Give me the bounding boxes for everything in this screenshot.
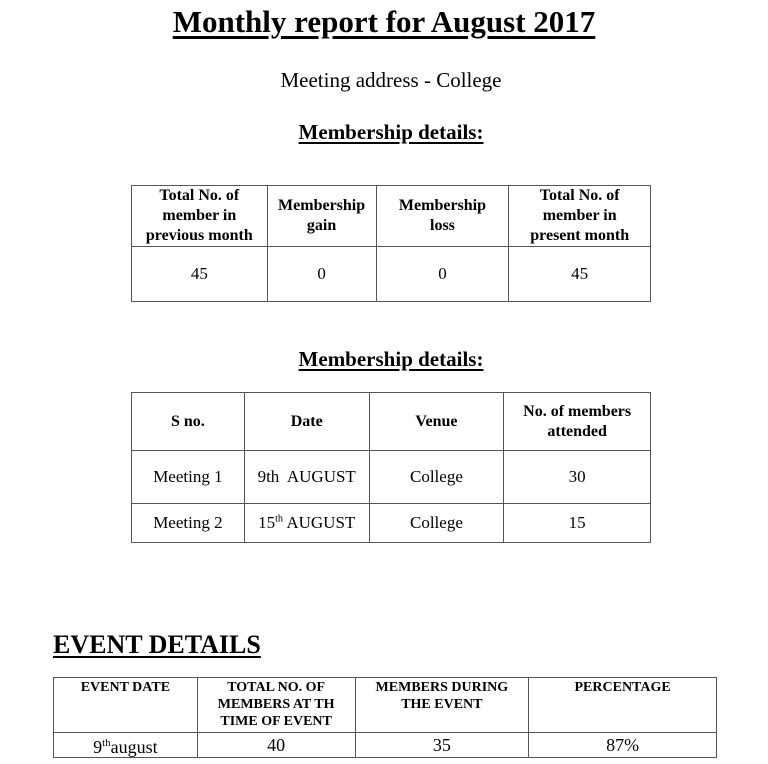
event-members-during: 35: [355, 733, 529, 758]
table-header-row: [132, 393, 651, 451]
value-present-month: 45: [509, 247, 651, 302]
meetings-table: [131, 392, 651, 543]
header-venue: Venue: [369, 393, 504, 451]
header-members-during: MEMBERS DURING THE EVENT: [355, 678, 529, 733]
header-date: Date: [244, 393, 369, 451]
table-header-row: [132, 186, 651, 247]
header-total-members: TOTAL NO. OF MEMBERS AT TH TIME OF EVENT: [197, 678, 355, 733]
meeting-venue: College: [369, 451, 504, 504]
table-row: [132, 451, 651, 504]
meeting-sno: Meeting 1: [132, 451, 245, 504]
header-membership-gain: Membership gain: [267, 186, 376, 247]
value-membership-loss: 0: [376, 247, 509, 302]
event-total-members: 40: [197, 733, 355, 758]
header-members-attended: No. of members attended: [504, 393, 651, 451]
header-percentage: PERCENTAGE: [529, 678, 717, 733]
meeting-venue: College: [369, 504, 504, 543]
meeting-date: 15th AUGUST: [244, 504, 369, 543]
event-details-table: [53, 677, 717, 758]
value-previous-month: 45: [132, 247, 268, 302]
table-row: [132, 247, 651, 302]
event-percentage: 87%: [529, 733, 717, 758]
table-header-row: [54, 678, 717, 733]
meeting-address: Meeting address - College: [280, 68, 502, 92]
value-membership-gain: 0: [267, 247, 376, 302]
header-event-date: EVENT DATE: [54, 678, 198, 733]
table-row: [132, 504, 651, 543]
meeting-sno: Meeting 2: [132, 504, 245, 543]
meetings-heading: Membership details:: [298, 347, 484, 371]
header-present-month: Total No. of member in present month: [509, 186, 651, 247]
event-details-heading: EVENT DETAILS: [53, 630, 261, 659]
meeting-attended: 30: [504, 451, 651, 504]
membership-summary-table: [131, 185, 651, 302]
meeting-attended: 15: [504, 504, 651, 543]
header-sno: S no.: [132, 393, 245, 451]
header-previous-month: Total No. of member in previous month: [132, 186, 268, 247]
header-membership-loss: Membership loss: [376, 186, 509, 247]
membership-details-heading: Membership details:: [298, 120, 484, 144]
event-date: 9thaugust: [54, 733, 198, 758]
page-title: Monthly report for August 2017: [172, 4, 596, 39]
table-row: [54, 733, 717, 758]
meeting-date: 9th AUGUST: [244, 451, 369, 504]
